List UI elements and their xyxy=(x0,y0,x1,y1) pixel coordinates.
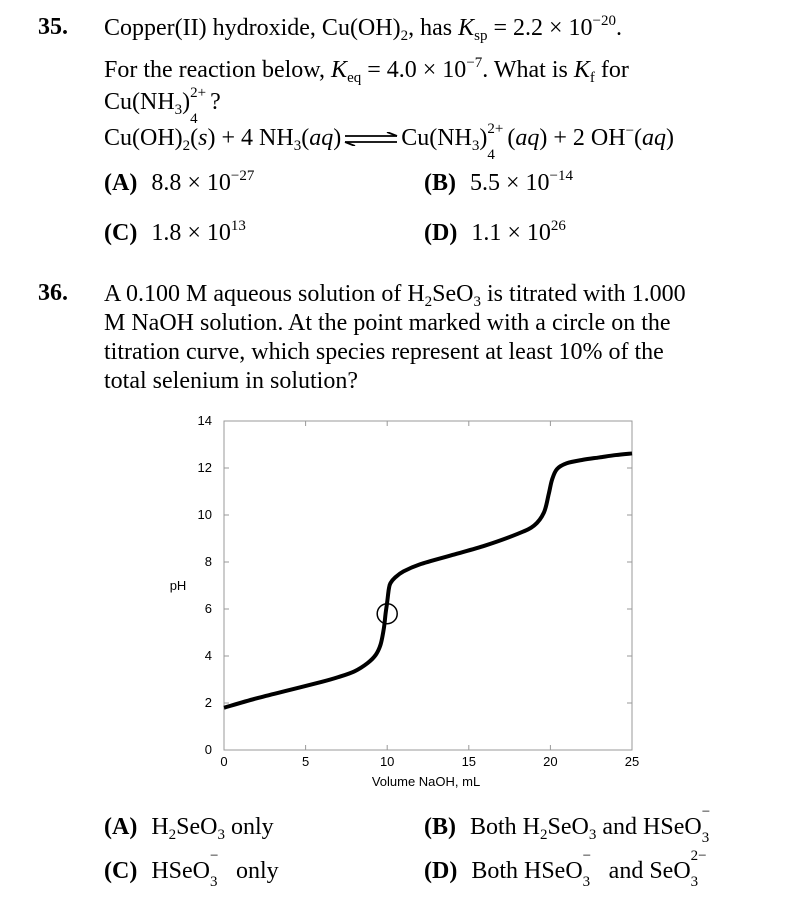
y-axis-label: pH xyxy=(169,578,187,593)
q35-option-a[interactable]: (A) $8.8 \times 10^{-27}$ xyxy=(104,168,255,196)
x-tick-label: 5 xyxy=(301,754,310,769)
x-tick-label: 10 xyxy=(379,754,395,769)
y-tick-label: 12 xyxy=(197,460,212,475)
q36-line-1: A 0.100 M aqueous solution of $H_2SeO_3$ is titrated with 1.000 xyxy=(104,281,686,310)
y-tick-label: 14 xyxy=(197,413,212,428)
y-tick-label: 10 xyxy=(197,507,212,522)
q35-option-d[interactable]: (D) $1.1 \times 10^{26}$ xyxy=(424,218,566,246)
x-tick-label: 15 xyxy=(461,754,477,769)
q35-line-1: Copper(II) hydroxide, $Cu(OH)_2$, has $K_{sp} = 2.2 \times 10^{-20}$. xyxy=(104,13,622,44)
q36-line-2: M NaOH solution. At the point marked with a circle on the xyxy=(104,310,671,336)
titration-curve-line xyxy=(224,453,632,707)
q36-option-d[interactable]: (D) Both HSeO − 3 and SeO 2− 3 xyxy=(424,848,707,890)
y-tick-label: 6 xyxy=(204,601,212,616)
x-tick-label: 20 xyxy=(543,754,558,769)
question-36-number: 36. xyxy=(38,280,68,306)
x-tick-label: 25 xyxy=(624,754,640,769)
x-tick-label: 0 xyxy=(220,754,228,769)
q35-line-2: For the reaction below, $K_{eq} = 4.0 \times 10^{-7}$. What is $K_f$ for xyxy=(104,55,629,86)
q36-option-a[interactable]: (A) $H_2SeO_3$ only xyxy=(104,814,274,843)
q35-reaction-equation: $Cu(OH)_2(s) + 4$ $NH_3(aq)$ $Cu(NH_3)$ 2+ 4 (aq) + 2 OH−(aq) xyxy=(104,121,675,163)
question-35-number: 35. xyxy=(38,14,68,40)
q35-option-b[interactable]: (B) $5.5 \times 10^{-14}$ xyxy=(424,168,574,196)
y-tick-label: 0 xyxy=(204,742,212,757)
q36-line-3: titration curve, which species represent at least 10% of the xyxy=(104,339,664,365)
q35-line-3: $Cu(NH_3)$ 2+ 4 ? xyxy=(104,85,221,127)
plot-frame xyxy=(224,421,632,750)
q36-option-c[interactable]: (C) HSeO − 3 only xyxy=(104,848,279,890)
q36-option-b[interactable]: (B) Both $H_2SeO_3$ and HSeO − 3 xyxy=(424,804,711,846)
q36-line-4: total selenium in solution? xyxy=(104,368,358,394)
y-tick-label: 8 xyxy=(204,554,212,569)
y-tick-label: 2 xyxy=(204,695,212,710)
q35-option-c[interactable]: (C) $1.8 \times 10^{13}$ xyxy=(104,218,246,246)
y-tick-label: 4 xyxy=(204,648,212,663)
x-axis-label: Volume NaOH, mL xyxy=(371,774,481,789)
